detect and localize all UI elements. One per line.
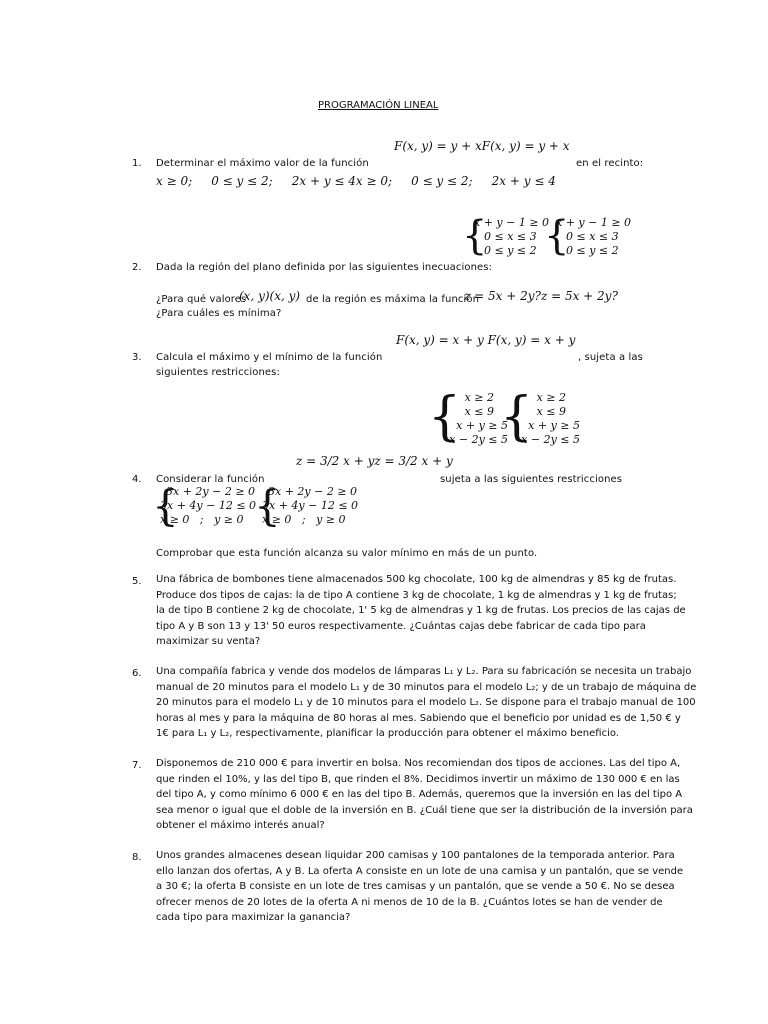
p8-line: cada tipo para maximizar la ganancia? xyxy=(156,912,351,923)
brace-icon: { xyxy=(462,213,488,259)
p3-sys-b-row: x − 2y ≤ 5 xyxy=(521,433,580,446)
p6-line: horas al mes y para la máquina de 80 horas al mes. Sabiendo que el beneficio por unidad es de 1,50 € y xyxy=(156,712,681,724)
p2-question-2: ¿Para cuáles es mínima? xyxy=(156,308,282,319)
p3-text-left: Calcula el máximo y el mínimo de la función xyxy=(156,352,383,363)
brace-icon: { xyxy=(500,387,534,447)
page-title: PROGRAMACIÓN LINEAL xyxy=(318,100,439,111)
p7-line: Disponemos de 210 000 € para invertir en bolsa. Nos recomiendan dos tipos de acciones. Las del tipo A, xyxy=(156,758,681,769)
p2-question-a: ¿Para qué valores xyxy=(156,294,247,305)
p6-line: 20 minutos para el modelo L₁ y de 10 minutos para el modelo L₂. Se dispone para el trabajo manual de 100 xyxy=(156,697,696,708)
p4-formula: z = 3/2 x + yz = 3/2 x + y xyxy=(296,454,453,468)
p5-line: maximizar su venta? xyxy=(156,636,261,647)
p2-text: Dada la región del plano definida por las siguientes inecuaciones: xyxy=(156,262,493,273)
p7-paragraph xyxy=(156,756,693,834)
p4-sys-a-row: 3x + 4y − 12 ≤ 0 xyxy=(160,499,257,512)
p8-paragraph xyxy=(156,848,684,926)
p3-formula: F(x, y) = x + y F(x, y) = x + y xyxy=(396,333,576,347)
p1-constraints: x ≥ 0; 0 ≤ y ≤ 2; 2x + y ≤ 4x ≥ 0; 0 ≤ y ≤ 2; 2x + y ≤ 4 xyxy=(156,174,556,188)
p8-line: a 30 €; la oferta B consiste en un lote de tres camisas y un pantalón, que se vende a 50 €. No se desea xyxy=(156,881,675,892)
p3-system-b xyxy=(500,387,580,449)
p4-system-b xyxy=(254,481,366,530)
p7-line: sea menor o igual que el doble de la inversión en B. ¿Cuál tiene que ser la distribución de la inversión para xyxy=(156,804,693,816)
brace-icon: { xyxy=(254,481,281,530)
p2-number: 2. xyxy=(132,262,142,273)
p2-math-z: z = 5x + 2y?z = 5x + 2y? xyxy=(464,289,618,303)
p1-formula: F(x, y) = y + xF(x, y) = y + x xyxy=(394,139,570,153)
brace-icon: { xyxy=(152,481,179,530)
p3-text-2: siguientes restricciones: xyxy=(156,367,280,378)
p5-line: tipo A y B son 13 y 13' 50 euros respectivamente. ¿Cuántas cajas debe fabricar de cada tipo para xyxy=(156,620,646,632)
p2-sys-a-row: 0 ≤ y ≤ 2 xyxy=(484,244,537,257)
p7-line: del tipo A, y como mínimo 6 000 € en las del tipo B. Además, queremos que la inversión en las del tipo A xyxy=(156,789,683,800)
p2-sys-b-row: x + y − 1 ≥ 0 xyxy=(556,216,632,229)
p2-sys-a-row: x + y − 1 ≥ 0 xyxy=(474,216,550,229)
p4-sys-b-row: x ≥ 0 ; y ≥ 0 xyxy=(262,513,346,526)
p5-line: la de tipo B contiene 2 kg de chocolate, 1' 5 kg de almendras y 1 kg de frutas. Los precios de las cajas de xyxy=(156,605,686,616)
p1-number: 1. xyxy=(132,158,142,169)
p4-sys-a-row: x ≥ 0 ; y ≥ 0 xyxy=(160,513,244,526)
p5-paragraph xyxy=(156,572,686,650)
p2-sys-a-row: 0 ≤ x ≤ 3 xyxy=(484,230,537,243)
p2-sys-b-row: 0 ≤ y ≤ 2 xyxy=(566,244,619,257)
p6-paragraph xyxy=(156,664,697,742)
p5-number: 5. xyxy=(132,576,142,587)
p7-number: 7. xyxy=(132,760,142,771)
p4-number: 4. xyxy=(132,474,142,485)
p2-system-b xyxy=(544,213,634,264)
p1-text-right: en el recinto: xyxy=(576,158,644,169)
p8-line: Unos grandes almacenes desean liquidar 200 camisas y 100 pantalones de la temporada anterior. Para xyxy=(156,850,675,861)
p3-sys-a-row: x ≤ 9 xyxy=(464,405,494,418)
p3-system-a xyxy=(428,387,508,449)
p7-line: obtener el máximo interés anual? xyxy=(156,820,325,831)
p8-line: ello lanzan dos ofertas, A y B. La oferta A consiste en un lote de una camisa y un pantalón, que se vende xyxy=(156,865,684,877)
p3-sys-a-row: x ≥ 2 xyxy=(464,391,494,404)
p3-number: 3. xyxy=(132,352,142,363)
p6-line: Una compañía fabrica y vende dos modelos de lámparas L₁ y L₂. Para su fabricación se necesita un trabajo xyxy=(156,666,692,677)
p5-line: Produce dos tipos de cajas: la de tipo A contiene 3 kg de chocolate, 1 kg de almendras y 1 kg de frutas; xyxy=(156,589,677,601)
p3-sys-a-row: x − 2y ≤ 5 xyxy=(449,433,508,446)
p3-sys-b-row: x ≥ 2 xyxy=(536,391,566,404)
p6-line: manual de 20 minutos para el modelo L₁ y de 30 minutos para el modelo L₂; y de un trabajo de máquina de xyxy=(156,681,697,693)
p4-text-left: Considerar la función xyxy=(156,474,265,485)
p6-number: 6. xyxy=(132,668,142,679)
p4-text-right: sujeta a las siguientes restricciones xyxy=(440,474,623,485)
brace-icon: { xyxy=(428,387,462,447)
p3-sys-a-row: x + y ≥ 5 xyxy=(456,419,508,432)
p1-text-left: Determinar el máximo valor de la función xyxy=(156,158,369,169)
p4-sys-b-row: 3x + 2y − 2 ≥ 0 xyxy=(268,485,358,498)
p5-line: Una fábrica de bombones tiene almacenados 500 kg chocolate, 100 kg de almendras y 85 kg de frutas. xyxy=(156,574,677,585)
brace-icon: { xyxy=(544,213,570,259)
p6-line: 1€ para L₁ y L₂, respectivamente, planificar la producción para obtener el máximo beneficio. xyxy=(156,728,619,739)
p4-text-2: Comprobar que esta función alcanza su valor mínimo en más de un punto. xyxy=(156,548,538,559)
p4-sys-a-row: 3x + 2y − 2 ≥ 0 xyxy=(166,485,256,498)
p2-system-a xyxy=(462,213,552,264)
p8-number: 8. xyxy=(132,852,142,863)
p3-sys-b-row: x + y ≥ 5 xyxy=(528,419,580,432)
p4-sys-b-row: 3x + 4y − 12 ≤ 0 xyxy=(262,499,359,512)
p3-sys-b-row: x ≤ 9 xyxy=(536,405,566,418)
p2-sys-b-row: 0 ≤ x ≤ 3 xyxy=(566,230,619,243)
p2-question-b: de la región es máxima la función xyxy=(306,294,480,305)
p8-line: ofrecer menos de 20 lotes de la oferta A ni menos de 10 de la B. ¿Cuántos lotes se han de vender de xyxy=(156,896,663,908)
p2-math-xy: (x, y)(x, y) xyxy=(239,289,301,303)
p3-text-right: , sujeta a las xyxy=(578,352,643,363)
p4-system-a xyxy=(152,481,258,530)
p7-line: que rinden el 10%, y las del tipo B, que rinden el 8%. Decidimos invertir un máximo de 130 000 € en las xyxy=(156,773,680,785)
